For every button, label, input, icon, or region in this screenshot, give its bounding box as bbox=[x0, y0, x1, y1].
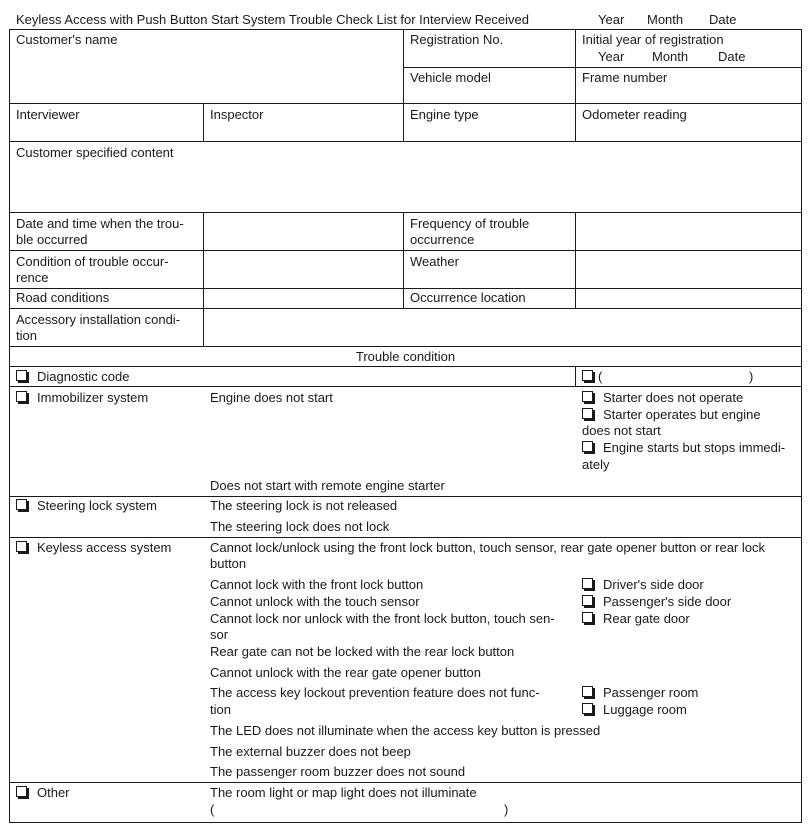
passenger-room-checkbox[interactable] bbox=[582, 686, 593, 697]
inspector-label: Inspector bbox=[210, 107, 264, 122]
table-border-bottom bbox=[9, 822, 802, 823]
table-border-right bbox=[801, 29, 802, 823]
diagnostic-paren-open: ( bbox=[598, 369, 603, 384]
table-border-top bbox=[9, 29, 802, 30]
received-date: Date bbox=[709, 12, 737, 27]
starter-not-operate-checkbox[interactable] bbox=[582, 391, 593, 402]
starter-operates-cont: does not start bbox=[582, 423, 661, 438]
row-line bbox=[9, 782, 802, 783]
trouble-condition-heading: Trouble condition bbox=[355, 349, 456, 364]
starter-operates: Starter operates but engine bbox=[603, 407, 761, 422]
other-checkbox[interactable] bbox=[16, 786, 27, 797]
engine-starts-stops-checkbox[interactable] bbox=[582, 441, 593, 452]
col-line bbox=[403, 29, 404, 142]
keyless-item: The access key lockout prevention feature does not func- bbox=[210, 685, 540, 700]
engine-starts-stops-cont: ately bbox=[582, 457, 610, 472]
initial-year-label: Initial year of registration bbox=[582, 32, 724, 47]
col-line bbox=[203, 212, 204, 347]
rear-gate-door-checkbox[interactable] bbox=[582, 612, 593, 623]
received-year: Year bbox=[598, 12, 625, 27]
row-line bbox=[9, 366, 802, 367]
luggage-room: Luggage room bbox=[603, 702, 687, 717]
row-line bbox=[9, 386, 802, 387]
row-line bbox=[9, 141, 802, 142]
steering-not-released: The steering lock is not released bbox=[210, 498, 398, 513]
accessory-label: Accessory installation condi-tion bbox=[16, 312, 181, 343]
initial-year-year: Year bbox=[598, 49, 625, 64]
keyless-item: The passenger room buzzer does not sound bbox=[210, 764, 466, 779]
row-line bbox=[9, 103, 802, 104]
col-line bbox=[203, 103, 204, 142]
keyless-item: Cannot unlock with the rear gate opener button bbox=[210, 665, 482, 680]
starter-not-operate: Starter does not operate bbox=[603, 390, 744, 405]
drivers-door: Driver's side door bbox=[603, 577, 704, 592]
col-line bbox=[403, 212, 404, 309]
keyless-item: The LED does not illuminate when the access key button is pressed bbox=[210, 723, 601, 738]
steering-not-lock: The steering lock does not lock bbox=[210, 519, 390, 534]
row-line bbox=[9, 537, 802, 538]
engine-starts-stops: Engine starts but stops immedi- bbox=[603, 440, 786, 455]
odometer-label: Odometer reading bbox=[582, 107, 687, 122]
keyless-item: Cannot lock nor unlock with the front lock button, touch sen- bbox=[210, 611, 555, 626]
cannot-lock-unlock: Cannot lock/unlock using the front lock button, touch sensor, rear gate opener button or rear lock button bbox=[210, 540, 765, 571]
row-line bbox=[9, 212, 802, 213]
row-line bbox=[403, 67, 801, 68]
row-line bbox=[9, 288, 802, 289]
row-line bbox=[9, 496, 802, 497]
keyless-item: sor bbox=[210, 627, 229, 642]
diagnostic-code-label: Diagnostic code bbox=[37, 369, 130, 384]
other-paren-open: ( bbox=[210, 802, 215, 817]
remote-starter: Does not start with remote engine starter bbox=[210, 478, 445, 493]
keyless-item: tion bbox=[210, 702, 231, 717]
weather-label: Weather bbox=[410, 254, 459, 269]
immobilizer-checkbox[interactable] bbox=[16, 391, 27, 402]
occurrence-location-label: Occurrence location bbox=[410, 290, 526, 305]
luggage-room-checkbox[interactable] bbox=[582, 703, 593, 714]
date-time-label: Date and time when the trou-ble occurred bbox=[16, 216, 184, 247]
steering-lock-label: Steering lock system bbox=[37, 498, 157, 513]
initial-year-date: Date bbox=[718, 49, 746, 64]
diagnostic-paren-close: ) bbox=[749, 369, 754, 384]
passengers-door-checkbox[interactable] bbox=[582, 595, 593, 606]
keyless-item: The external buzzer does not beep bbox=[210, 744, 411, 759]
col-line bbox=[575, 212, 576, 309]
col-line bbox=[575, 366, 576, 387]
registration-no-label: Registration No. bbox=[410, 32, 504, 47]
drivers-door-checkbox[interactable] bbox=[582, 578, 593, 589]
engine-not-start: Engine does not start bbox=[210, 390, 333, 405]
engine-type-label: Engine type bbox=[410, 107, 479, 122]
frequency-label: Frequency of trouble occurrence bbox=[410, 216, 530, 247]
road-conditions-label: Road conditions bbox=[16, 290, 110, 305]
vehicle-model-label: Vehicle model bbox=[410, 70, 491, 85]
row-line bbox=[9, 308, 802, 309]
keyless-access-label: Keyless access system bbox=[37, 540, 172, 555]
keyless-item: Rear gate can not be locked with the rear lock button bbox=[210, 644, 515, 659]
diagnostic-code-checkbox[interactable] bbox=[16, 370, 27, 381]
room-light: The room light or map light does not illuminate bbox=[210, 785, 477, 800]
passengers-door: Passenger's side door bbox=[603, 594, 732, 609]
other-paren-close: ) bbox=[504, 802, 509, 817]
frame-number-label: Frame number bbox=[582, 70, 668, 85]
row-line bbox=[9, 250, 802, 251]
customer-content-label: Customer specified content bbox=[16, 145, 174, 160]
keyless-item: Cannot unlock with the touch sensor bbox=[210, 594, 420, 609]
initial-year-month: Month bbox=[652, 49, 689, 64]
steering-lock-checkbox[interactable] bbox=[16, 499, 27, 510]
table-border-left bbox=[9, 29, 10, 823]
row-line bbox=[9, 346, 802, 347]
keyless-access-checkbox[interactable] bbox=[16, 541, 27, 552]
interviewer-label: Interviewer bbox=[16, 107, 80, 122]
rear-gate-door: Rear gate door bbox=[603, 611, 690, 626]
customer-name-label: Customer's name bbox=[16, 32, 118, 47]
form-title: Keyless Access with Push Button Start System Trouble Check List for Interview Received bbox=[16, 12, 529, 27]
condition-label: Condition of trouble occur-rence bbox=[16, 254, 169, 285]
received-month: Month bbox=[647, 12, 684, 27]
keyless-item: Cannot lock with the front lock button bbox=[210, 577, 424, 592]
col-line bbox=[575, 29, 576, 142]
diagnostic-extra-checkbox[interactable] bbox=[582, 370, 593, 381]
starter-operates-checkbox[interactable] bbox=[582, 408, 593, 419]
other-label: Other bbox=[37, 785, 70, 800]
immobilizer-label: Immobilizer system bbox=[37, 390, 149, 405]
passenger-room: Passenger room bbox=[603, 685, 699, 700]
